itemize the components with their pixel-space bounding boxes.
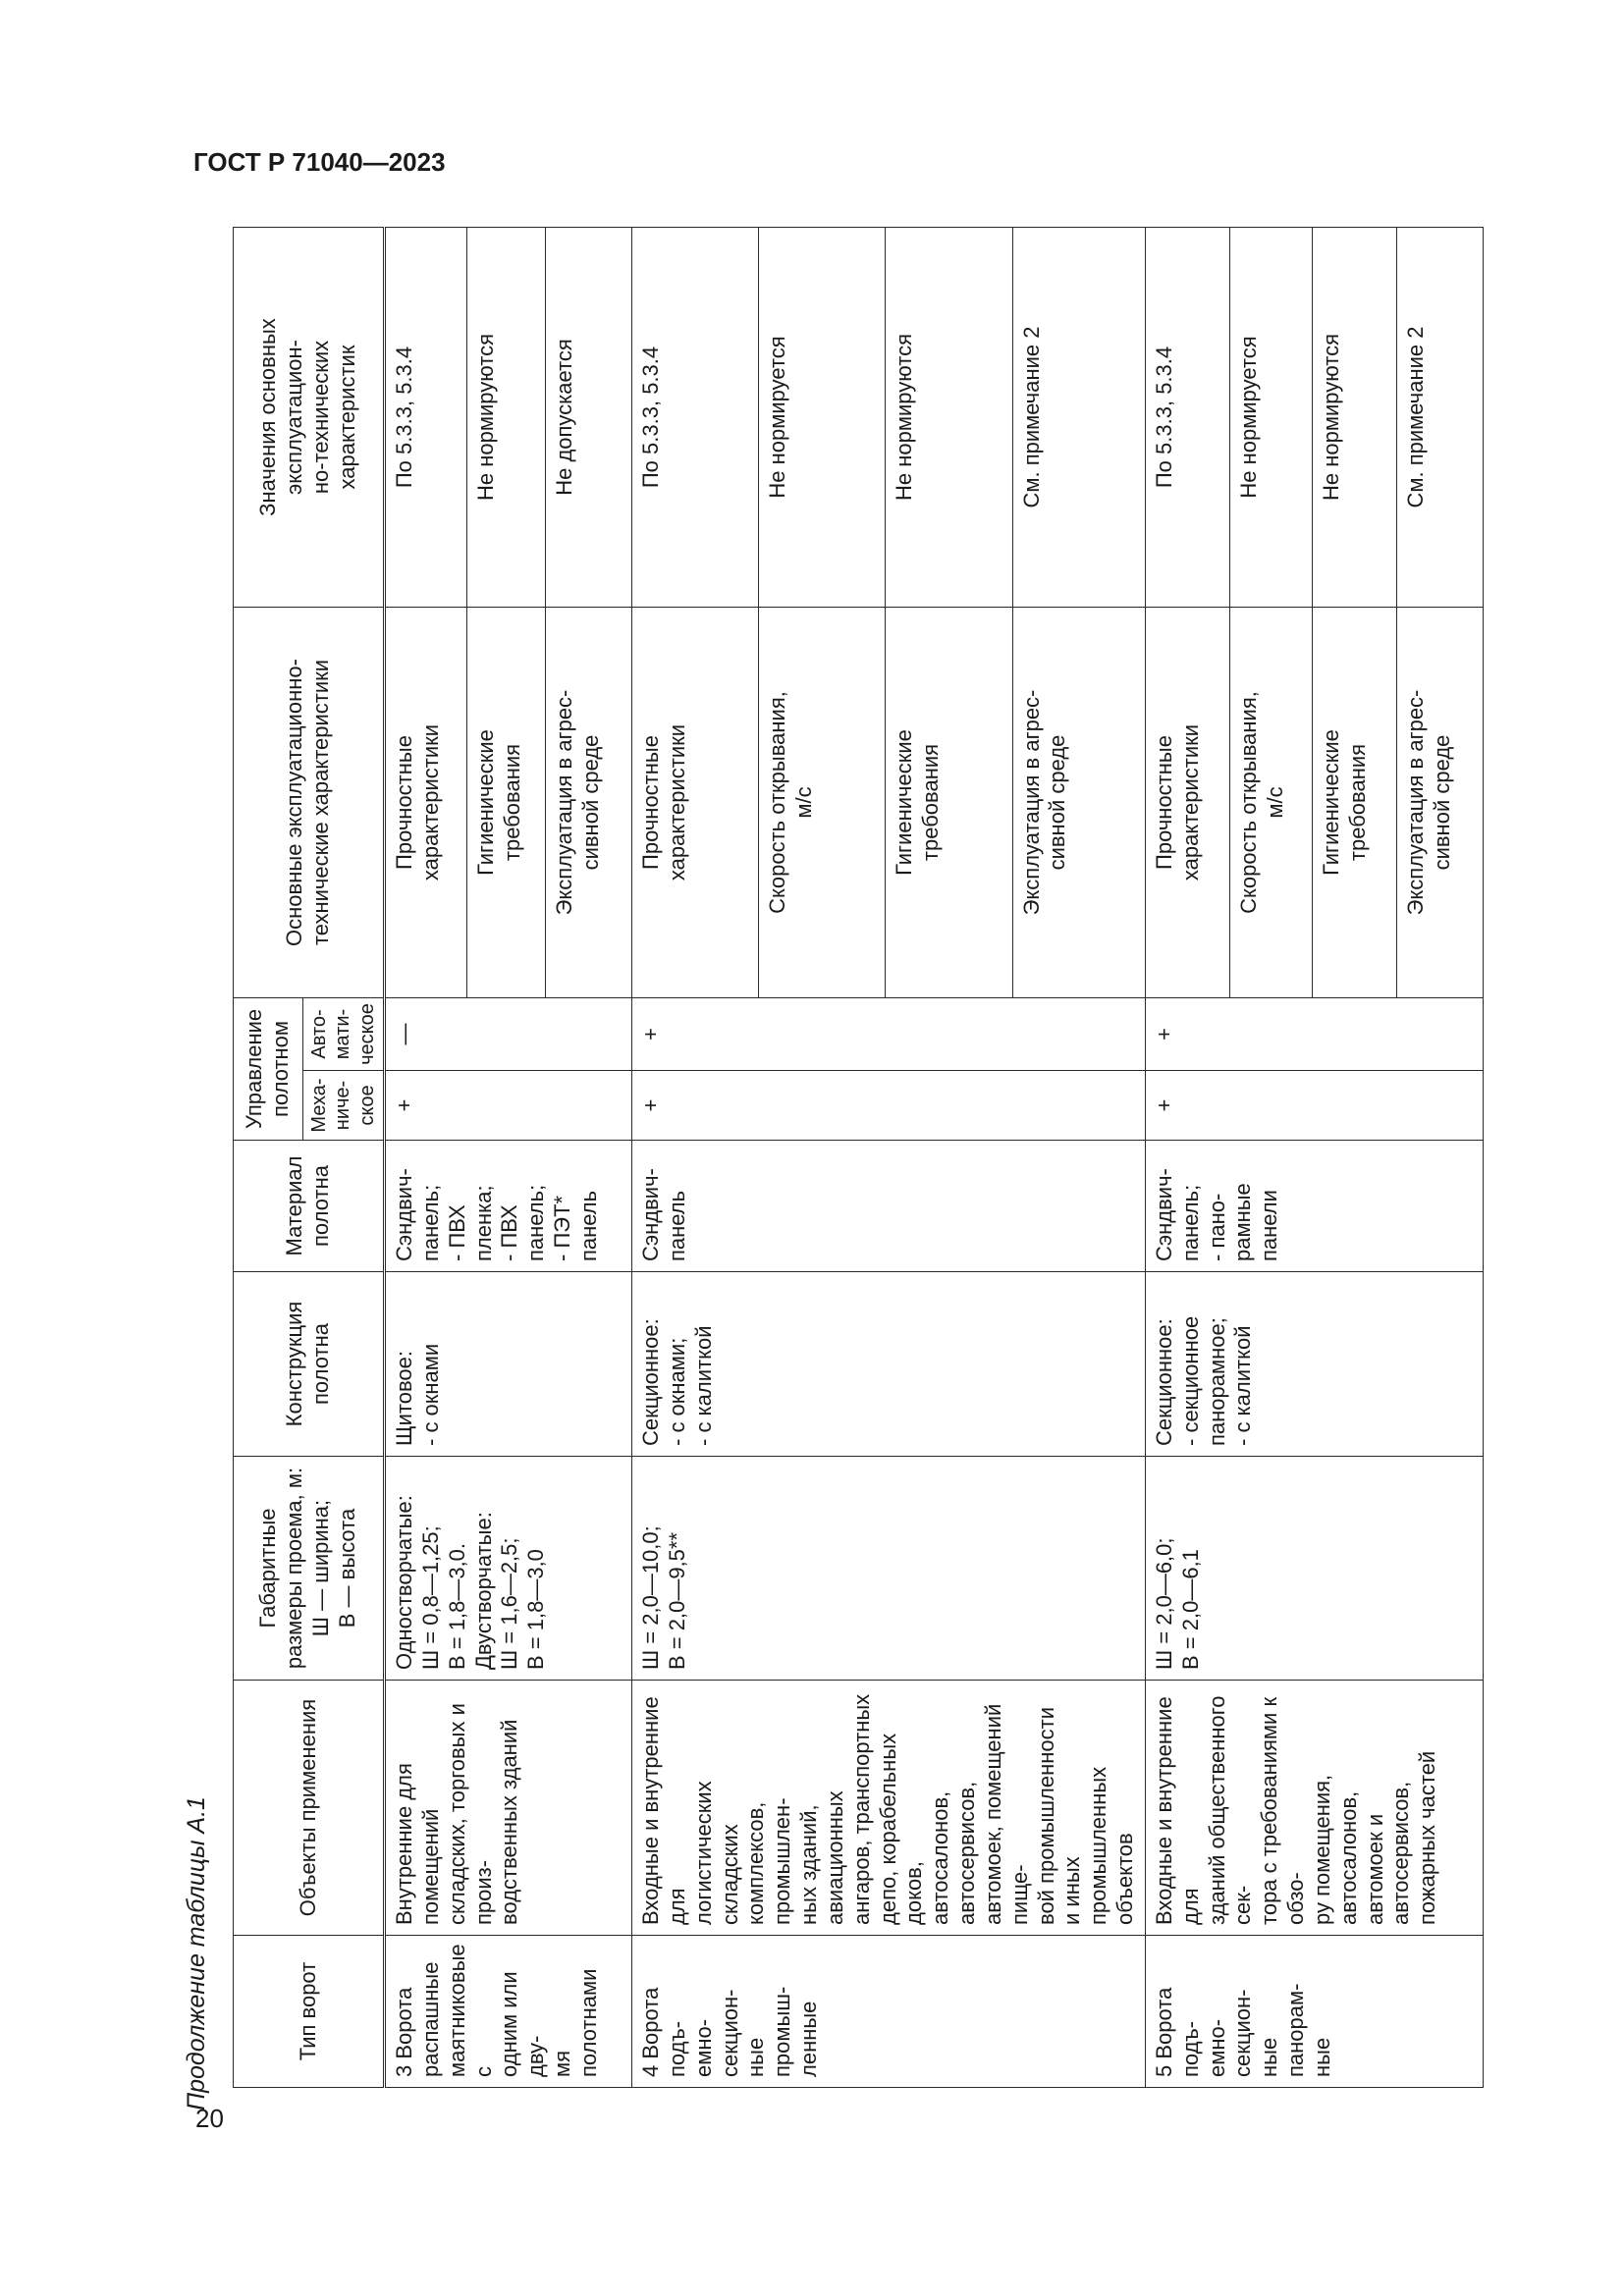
gates-table	[233, 227, 1484, 2088]
header-values-line: но-технических	[308, 340, 334, 495]
header-dimensions	[234, 1457, 385, 1681]
leaf-material-line: панели	[1257, 1190, 1282, 1261]
characteristic-line: Скорость открывания,	[765, 691, 790, 914]
header-characteristics-line: Основные эксплуатационно-	[282, 659, 307, 946]
characteristic	[1229, 608, 1312, 998]
opening-dimensions-line: В = 1,8—3,0	[523, 1549, 549, 1670]
leaf-construction-line: Секционное:	[1151, 1318, 1176, 1446]
header-control-mech-line: ниче-	[332, 1080, 354, 1131]
table-row	[1145, 228, 1229, 2088]
control-automatic: +	[1145, 998, 1483, 1071]
header-material	[234, 1141, 385, 1272]
header-control-auto	[303, 998, 385, 1071]
header-control-mech-line: Меха-	[308, 1078, 330, 1133]
header-control	[234, 998, 303, 1141]
characteristic-line: Эксплуатация в агрес-	[552, 689, 577, 916]
opening-dimensions-line: Ш = 2,0—10,0;	[638, 1525, 664, 1670]
application-objects	[385, 1681, 632, 1936]
opening-dimensions-line: В = 1,8—3,0.	[444, 1542, 469, 1670]
characteristic-line: характеристики	[1177, 723, 1203, 881]
document-header: ГОСТ Р 71040—2023	[193, 147, 446, 177]
characteristic	[546, 608, 632, 998]
leaf-construction-line: - с калиткой	[1230, 1325, 1256, 1446]
gate-type-line: ленные	[796, 2001, 822, 2077]
application-objects-line: Внутренние для помещений	[392, 1763, 443, 1925]
leaf-material-line: Сэндвич-	[392, 1168, 417, 1261]
characteristic-line: характеристики	[665, 723, 689, 881]
leaf-construction	[385, 1272, 632, 1457]
characteristic-line: Эксплуатация в агрес-	[1402, 689, 1428, 916]
characteristic	[385, 608, 467, 998]
leaf-material-line: панель	[575, 1190, 601, 1261]
gate-type-line: маятниковые с	[444, 1944, 496, 2077]
leaf-material	[385, 1141, 632, 1272]
application-objects-line: логистических складских	[690, 1781, 742, 1925]
characteristic	[1312, 608, 1396, 998]
gate-type-line: 3 Ворота	[392, 1987, 417, 2077]
header-construction-line: Конструкция	[282, 1301, 307, 1427]
control-mechanical: +	[385, 1071, 632, 1141]
application-objects-line: ру помещения, автосалонов,	[1309, 1774, 1361, 1925]
application-objects-line: Входные и внутренние для	[638, 1696, 689, 1925]
gate-type-line: 5 Ворота подъ-	[1151, 1987, 1203, 2077]
gate-type-line: емно-секцион-	[690, 1989, 742, 2077]
header-dimensions-line: В — высота	[334, 1508, 359, 1629]
leaf-material-line: панель;	[418, 1184, 443, 1261]
leaf-construction-line: - с окнами;	[665, 1337, 689, 1446]
header-material-line: полотна	[308, 1165, 334, 1247]
leaf-material-line: панель;	[1177, 1184, 1203, 1261]
application-objects-line: комплексов, промышлен-	[743, 1797, 795, 1925]
control-mechanical: +	[1145, 1071, 1483, 1141]
characteristic-line: Гигиенические	[892, 729, 917, 876]
characteristic-line: м/с	[791, 786, 817, 819]
application-objects-line: ных зданий, авиационных	[796, 1790, 847, 1925]
table-container	[233, 228, 1454, 2088]
header-dimensions-line: Ш — ширина;	[308, 1499, 334, 1637]
header-values	[234, 228, 385, 608]
characteristic-value: См. примечание 2	[1012, 228, 1145, 608]
characteristic-value: Не допускается	[546, 228, 632, 608]
header-objects: Объекты применения	[234, 1681, 385, 1936]
opening-dimensions	[385, 1457, 632, 1681]
characteristic-line: сивной среде	[1429, 734, 1454, 871]
gate-type-line: 4 Ворота подъ-	[638, 1987, 689, 2077]
characteristic-line: сивной среде	[578, 734, 603, 871]
application-objects	[1145, 1681, 1483, 1936]
header-control-mech	[303, 1071, 385, 1141]
control-mechanical: +	[632, 1071, 1146, 1141]
characteristic-line: Эксплуатация в агрес-	[1018, 689, 1044, 916]
application-objects-line: складских, торговых и произ-	[444, 1703, 496, 1925]
table-body	[234, 228, 1484, 2088]
leaf-material	[1145, 1141, 1483, 1272]
header-control-line: Управление	[242, 1008, 267, 1130]
header-control-mech-line: ское	[355, 1085, 378, 1126]
characteristic-value: Не нормируются	[886, 228, 1012, 608]
opening-dimensions-line: Ш = 0,8—1,25;	[418, 1525, 443, 1670]
header-dimensions-line: Габаритные	[255, 1508, 281, 1629]
characteristic-value: По 5.3.3, 5.3.4	[1145, 228, 1229, 608]
characteristic-value: Не нормируются	[467, 228, 546, 608]
opening-dimensions-line: Двустворчатые:	[470, 1512, 496, 1670]
leaf-construction	[1145, 1272, 1483, 1457]
header-construction	[234, 1272, 385, 1457]
header-construction-line: полотна	[308, 1323, 334, 1405]
control-automatic: —	[385, 998, 632, 1071]
characteristic	[632, 608, 759, 998]
gate-type-line: распашные	[418, 1961, 443, 2077]
characteristic-line: Прочностные	[392, 735, 417, 870]
opening-dimensions-line: В = 2,0—6,1	[1177, 1549, 1203, 1670]
gate-type-line: одним или дву-	[497, 1971, 549, 2077]
opening-dimensions-line: Ш = 2,0—6,0;	[1151, 1537, 1176, 1670]
characteristic-value: Не нормируется	[759, 228, 886, 608]
leaf-material-line: панель;	[523, 1184, 549, 1261]
leaf-material-line: рамные	[1230, 1183, 1256, 1261]
leaf-construction-line: Щитовое:	[392, 1350, 417, 1446]
header-row	[234, 228, 303, 2088]
gate-type	[385, 1936, 632, 2088]
application-objects-line: автосалонов, автосервисов,	[928, 1781, 980, 1925]
header-characteristics-line: технические характеристики	[308, 659, 334, 946]
header-control-line: полотном	[268, 1020, 293, 1118]
application-objects-line: ангаров, транспортных	[848, 1693, 874, 1925]
leaf-material-line: - ПЭТ*	[550, 1195, 575, 1261]
opening-dimensions-line: Ш = 1,6—2,5;	[497, 1537, 522, 1670]
leaf-construction-line: Секционное:	[638, 1318, 664, 1446]
characteristic-value: См. примечание 2	[1396, 228, 1483, 608]
characteristic	[1012, 608, 1145, 998]
application-objects	[632, 1681, 1146, 1936]
application-objects-line: зданий общественного сек-	[1204, 1695, 1256, 1925]
characteristic-line: требования	[1344, 743, 1370, 862]
characteristic-value: По 5.3.3, 5.3.4	[632, 228, 759, 608]
gate-type-line: ные промыш-	[743, 1986, 795, 2077]
leaf-construction	[632, 1272, 1146, 1457]
control-automatic: +	[632, 998, 1146, 1071]
rotated-table-wrapper	[233, 228, 1454, 2088]
characteristic-value: По 5.3.3, 5.3.4	[385, 228, 467, 608]
gate-type	[1145, 1936, 1483, 2088]
characteristic-line: Гигиенические	[1318, 729, 1343, 876]
application-objects-line: депо, корабельных доков,	[875, 1733, 927, 1925]
characteristic	[886, 608, 1012, 998]
header-characteristics	[234, 608, 385, 998]
characteristic-line: сивной среде	[1045, 734, 1070, 871]
header-dimensions-line: размеры проема, м:	[282, 1467, 307, 1670]
header-control-auto-line: Авто-	[308, 1009, 330, 1059]
gate-type-line: ные панорам-	[1257, 1983, 1309, 2077]
opening-dimensions	[632, 1457, 1146, 1681]
application-objects-line: тора с требованиями к обзо-	[1257, 1696, 1309, 1925]
gate-type-line: ные	[1309, 2037, 1334, 2077]
characteristic	[759, 608, 886, 998]
leaf-material	[632, 1141, 1146, 1272]
characteristic-value: Не нормируется	[1229, 228, 1312, 608]
application-objects-line: автомоек и автосервисов,	[1362, 1781, 1414, 1925]
application-objects-line: водственных зданий	[497, 1719, 522, 1925]
leaf-material-line: - пано-	[1204, 1193, 1229, 1261]
characteristic-value: Не нормируются	[1312, 228, 1396, 608]
characteristic-line: требования	[500, 743, 524, 862]
characteristic-line: характеристики	[418, 723, 443, 881]
leaf-construction-line: - с калиткой	[690, 1325, 716, 1446]
characteristic-line: Прочностные	[1151, 735, 1176, 870]
leaf-construction-line: панорамное;	[1204, 1317, 1229, 1446]
characteristic-line: Скорость открывания,	[1235, 691, 1261, 914]
header-values-line: Значения основных	[255, 318, 281, 516]
header-material-line: Материал	[282, 1155, 307, 1256]
characteristic	[1145, 608, 1229, 998]
application-objects-line: пожарных частей	[1415, 1750, 1440, 1925]
header-values-line: эксплуатацион-	[282, 339, 307, 496]
application-objects-line: промышленных объектов	[1086, 1766, 1138, 1925]
leaf-construction-line: - секционное	[1177, 1315, 1203, 1446]
leaf-material-line: - ПВХ	[497, 1204, 522, 1261]
leaf-material-line: панель	[665, 1190, 689, 1261]
gate-type-line: емно-секцион-	[1204, 1989, 1256, 2077]
characteristic-line: Гигиенические	[473, 729, 499, 876]
opening-dimensions-line: В = 2,0—9,5**	[665, 1531, 689, 1670]
leaf-material-line: пленка;	[470, 1185, 496, 1261]
page-number: 20	[195, 2104, 224, 2133]
application-objects-line: вой промышленности и иных	[1033, 1706, 1085, 1925]
header-control-auto-line: ческое	[355, 1003, 378, 1065]
header-control-auto-line: мати-	[332, 1008, 354, 1060]
table-row	[385, 228, 467, 2088]
characteristic	[467, 608, 546, 998]
leaf-material-line: - ПВХ	[444, 1204, 469, 1261]
characteristic-line: Прочностные	[638, 735, 664, 870]
characteristic-line: м/с	[1262, 786, 1287, 819]
application-objects-line: автомоек, помещений пище-	[980, 1703, 1032, 1925]
gate-type-line: мя полотнами	[550, 1968, 601, 2077]
opening-dimensions-line: Одностворчатые:	[392, 1495, 417, 1670]
leaf-construction-line: - с окнами	[418, 1343, 443, 1446]
table-row	[632, 228, 759, 2088]
leaf-material-line: Сэндвич-	[638, 1168, 664, 1261]
table-caption-text: Продолжение таблицы А.1	[183, 1796, 210, 2110]
characteristic	[1396, 608, 1483, 998]
header-type: Тип ворот	[234, 1936, 385, 2088]
opening-dimensions	[1145, 1457, 1483, 1681]
characteristic-line: требования	[918, 743, 944, 862]
application-objects-line: Входные и внутренние для	[1151, 1696, 1203, 1925]
header-values-line: характеристик	[334, 345, 359, 490]
gate-type	[632, 1936, 1146, 2088]
leaf-material-line: Сэндвич-	[1151, 1168, 1176, 1261]
